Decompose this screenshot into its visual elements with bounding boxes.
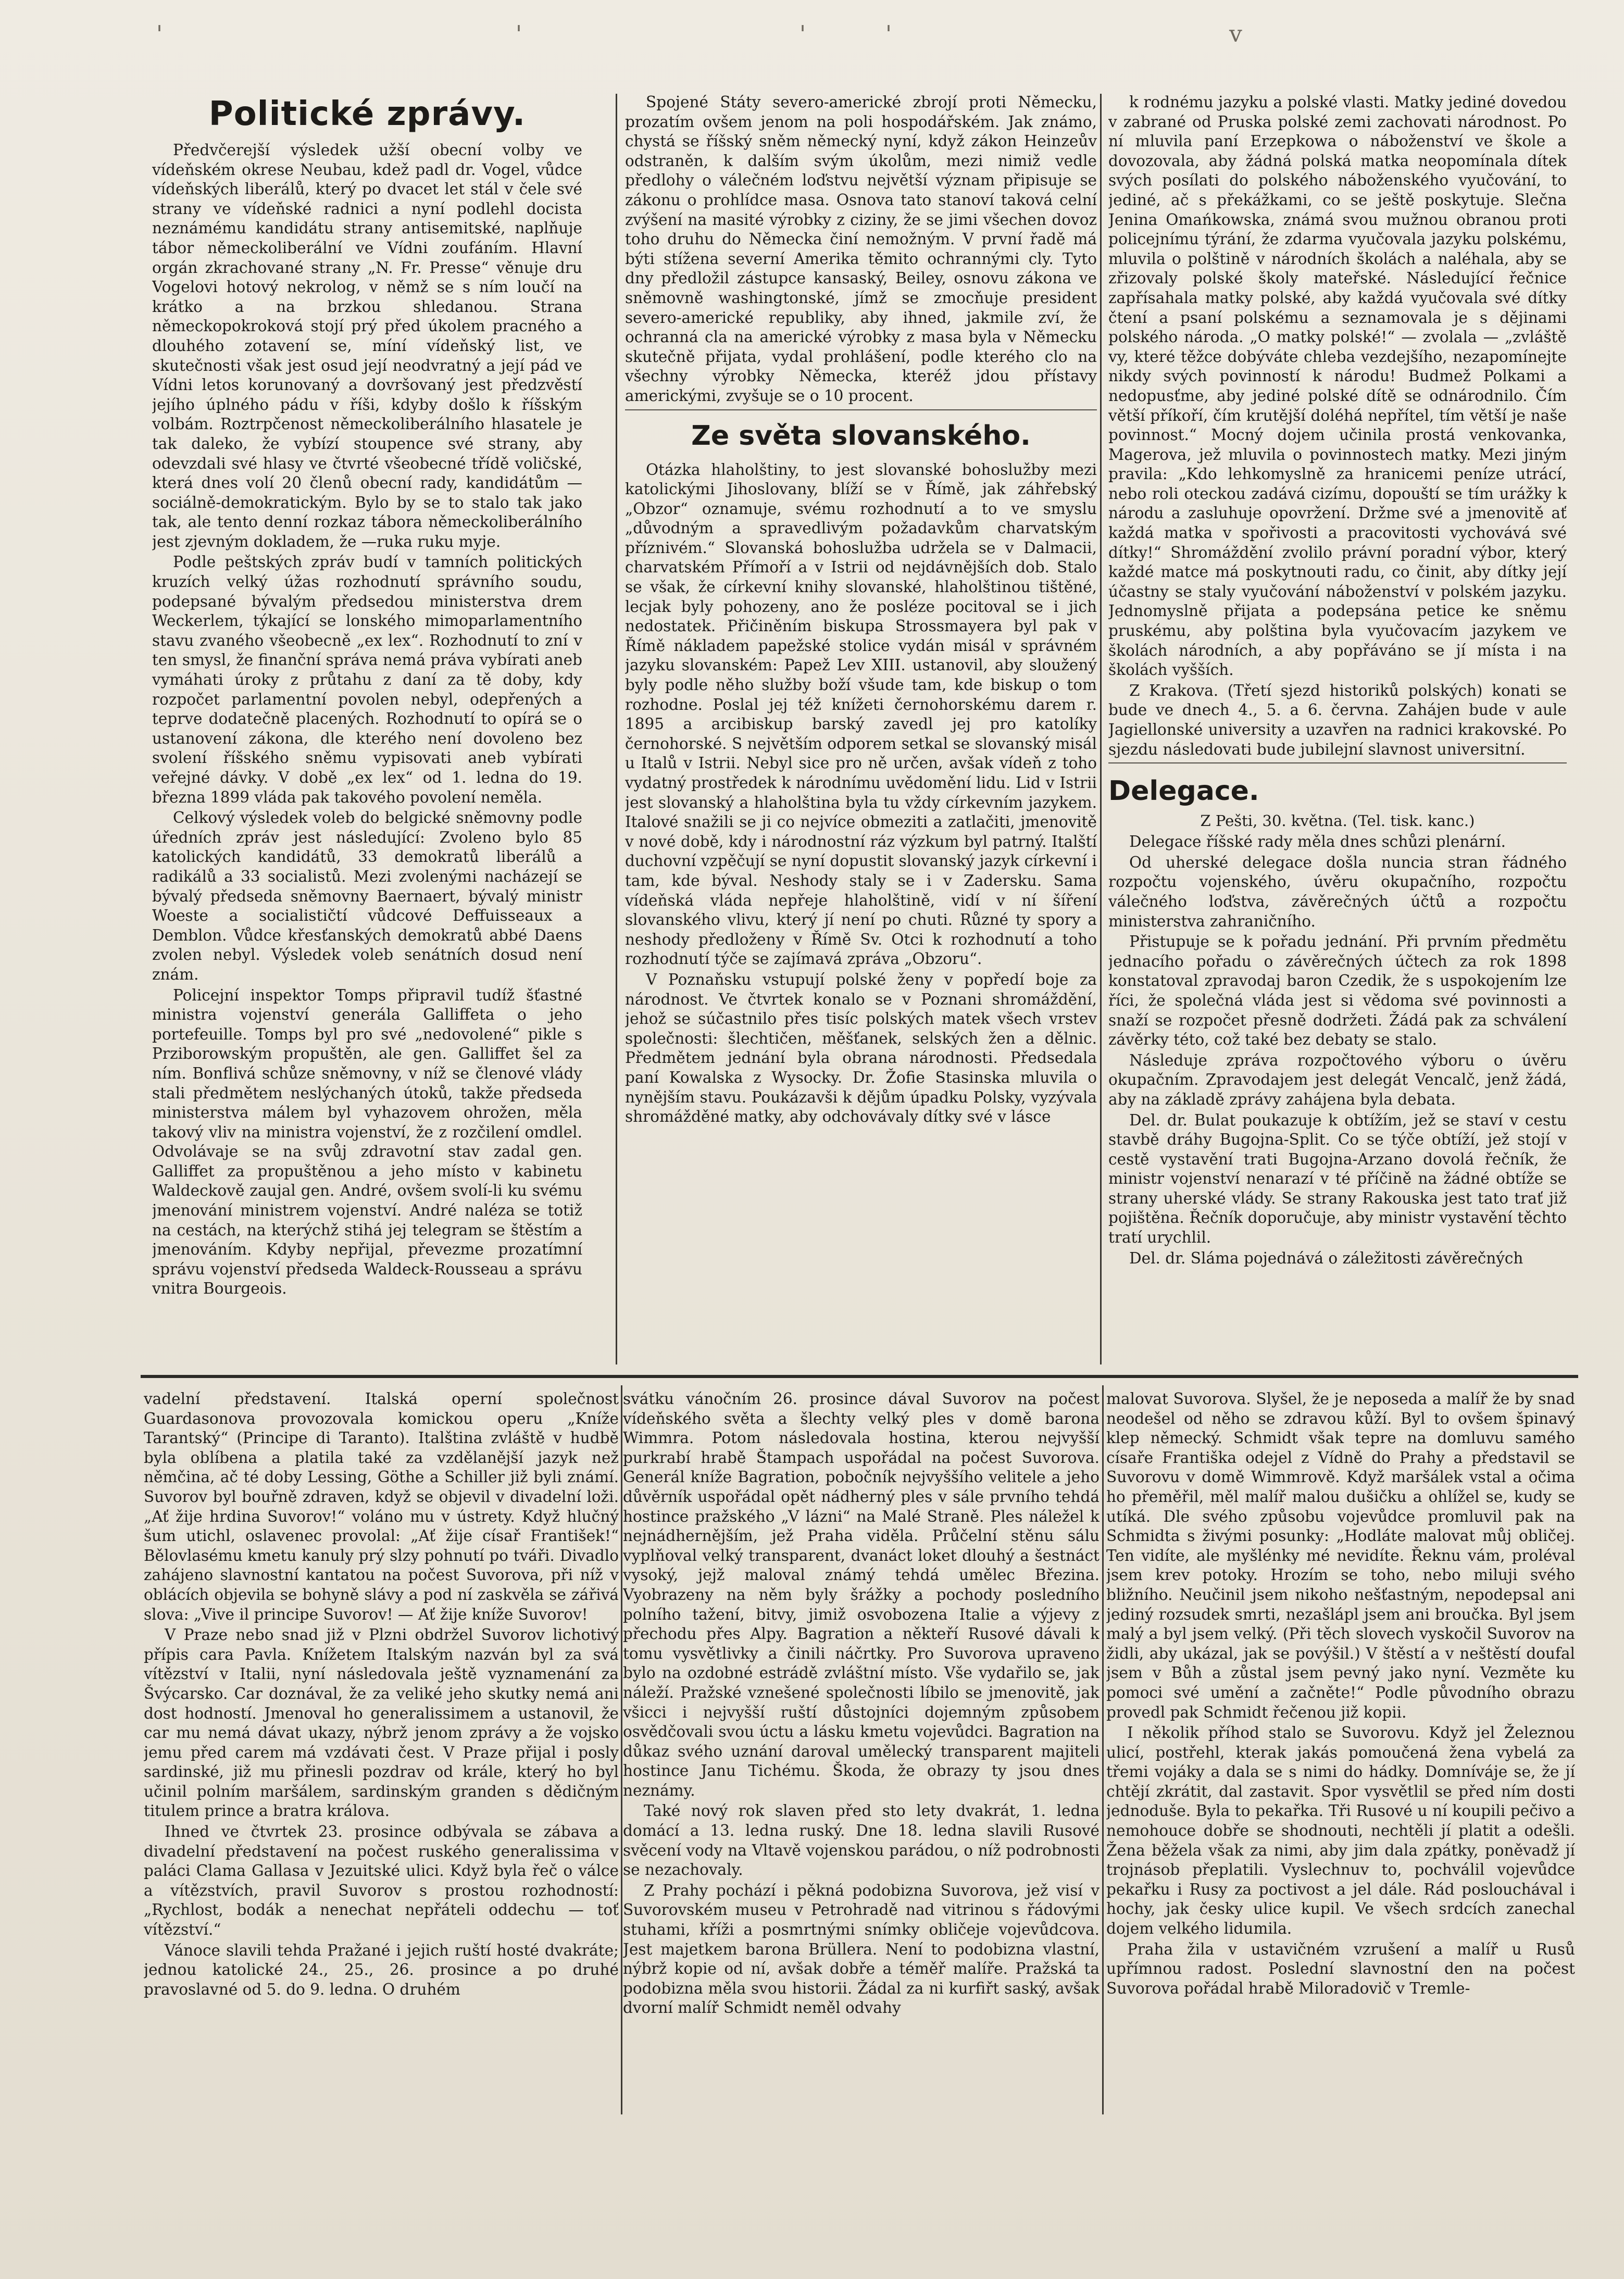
article-paragraph: Přistupuje se k pořadu jednání. Při prvním předmětu jednacího pořadu o závěrečných účtech za rok 1898 konstatoval zpravodaj baron Czedik, že s uspokojením lze říci, že společná vláda jest si vědoma své povinnosti a snaží se rozpočet přesně dodržeti. Žádá pak za schválení závěrky této, což také bez debaty se stalo. [1108, 933, 1567, 1049]
section-heading: Politické zprávy. [208, 95, 526, 133]
article-paragraph: k rodnému jazyku a polské vlasti. Matky jediné dovedou v zabrané od Pruska polské zemi zachovati národnost. Po ní mluvila paní Erzepkowa o náboženství ve škole a dovozovala, aby žádná polská matka neopomínala dítek svých posílati do polského náboženského vyučování, to jediné, ač s překážkami, co se ještě poskytuje. Slečna Jenina Omańkowska, známá svou mužnou obranou proti policejnímu týrání, že zdarma vyučovala jazyku polskému, mluvila o polštině v národních školách a naléhala, aby se zřizovaly polské školy mateřské. Následující řečnice zapřísahala matky polské, aby každá vyučovala své dítky čtení a psaní polskému a seznamovala je s dějinami polského národa. „O matky polské!“ — zvolala — „zvláště vy, které těžce dobýváte chleba vezdejšího, nezapomínejte nikdy svých povinností k národu! Budmež Polkami a nedopusťme, aby jediné polské dítě se odnárodnilo. Čím větší příkoří, čím krutější doléhá nepřítel, tím větší je naše povinnost.“ Mocný dojem učinila prostá venkovanka, Magerova, jež mluvila o povinnostech matky. Mezi jiným pravila: „Kdo lehkomyslně za hranicemi peníze utrácí, nebo roli oteckou zadává cizímu, dopouští se tím urážky k národu a zasluhuje opovržení. Držme své a jmenovitě ať každá matka v spořivosti a pracovitosti vychovává své dítky!“ Shromáždění zvolilo právní poradní výbor, který každé matce má poskytnouti radu, co činit, aby dítky její účastny se staly vyučování náboženství v polském jazyku. Jednomyslně přijata a podepsána petice ke sněmu pruskému, aby polština byla vyučovacím jazykem ve školách národních, a aby popřáváno se jí místa i na školách vyšších. [1108, 93, 1567, 679]
section-heading: Delegace. [1108, 775, 1259, 807]
article-divider [1108, 762, 1567, 763]
feuilleton-column-2 [623, 1389, 1100, 2113]
article-paragraph: Delegace říšské rady měla dnes schůzi plenární. [1129, 833, 1506, 851]
article-paragraph: Od uherské delegace došla nuncia stran řádného rozpočtu vojenského, úvěru okupačního, rozpočtu válečného loďstva, závěrečných účtů a rozpočtu ministerstva zahraničního. [1108, 853, 1567, 930]
feuilleton-paragraph: Vánoce slavili tehda Pražané i jejich ruští hosté dvakráte; jednou katolické 24., 25., 26. prosince a po druhé pravoslavné od 5. do 9. ledna. O druhém [144, 1941, 619, 1998]
article-paragraph: Celkový výsledek voleb do belgické sněmovny podle úředních zpráv jest následující: Zvoleno bylo 85 katolických kandidátů, 33 demokratů liberálů a radikálů a 33 socialistů. Mezi zvolenými nacházejí se bývalý předseda sněmovny Baernaert, bývalý ministr Woeste a socialističtí vůdcové Deffuisseaux a Demblon. Vůdce křesťanských demokratů abbé Daens zvolen nebyl. Výsledek voleb senátních dosud není znám. [152, 809, 582, 983]
section-divider [141, 1375, 1578, 1378]
top-margin-marks [0, 21, 1624, 52]
article-paragraph: Del. dr. Sláma pojednává o záležitosti závěrečných [1129, 1249, 1523, 1267]
article-divider [625, 409, 1097, 410]
feuilleton-paragraph: vadelní představení. Italská operní společnost Guardasonova provozovala komickou operu „Kníže Tarantský“ (Principe di Taranto). Italština zvláště v hudbě byla oblíbena a platila také za vzdělanější jazyk než němčina, ač té doby Lessing, Göthe a Schiller již byli známí. Suvorov byl bouřně zdraven, když se objevil v divadelní loži. „Ať žije hrdina Suvorov!“ voláno mu v ústrety. Když hlučný šum utichl, oslavenec provolal: „Ať žije císař František!“ Bělovlasému kmetu kanuly prý slzy pohnutí po tváři. Divadlo zahájeno slavnostní kantatou na počest Suvorova, při níž v oblácích objevila se bohyně slávy a pod ní zaskvěla se zářivá slova: „Vive il principe Suvorov! — Ať žije kníže Suvorov! [144, 1390, 619, 1623]
feuilleton-paragraph: Také nový rok slaven před sto lety dvakrát, 1. ledna domácí a 13. ledna ruský. Dne 18. ledna slavili Rusové svěcení vody na Vltavě vojenskou parádou, o níž podrobnosti se nezachovaly. [623, 1802, 1100, 1879]
article-paragraph: Podle peštských zpráv budí v tamních politických kruzích velký úžas rozhodnutí správního soudu, podepsané bývalým předsedou ministerstva drem Weckerlem, týkající se lonského mimoparlamentního stavu zvaného všeobecně „ex lex“. Rozhodnutí to zní v ten smysl, že finanční správa nemá práva vybírati aneb vymáhati úroky z průtahu z daní za tě doby, kdy rozpočet parlamentní povolen nebyl, odepřených a teprve dodatečně placených. Rozhodnutí to opírá se o ustanovení zákona, dle kterého není dovoleno bez svolení říšského sněmu vypisovati aneb vybírati veřejné dávky. V době „ex lex“ od 1. ledna do 19. března 1899 vláda pak takového povolení neměla. [152, 553, 582, 806]
feuilleton-paragraph: svátku vánočním 26. prosince dával Suvorov na počest vídeňského světa a šlechty velký ples v domě barona Wimmra. Potom následovala hostina, kterou nejvyšší purkrabí hrabě Štampach uspořádal na počest Suvorova. Generál kníže Bagration, pobočník nejvyššího velitele a jeho důvěrník uspořádal opět nádherný ples v sále prvního tehdá hostince pražského „V lázni“ na Malé Straně. Ples náležel k nejnádhernějším, jež Praha viděla. Průčelní stěnu sálu vyplňoval velký transparent, dvanáct loket dlouhý a šestnáct vysoký, jejž maloval známý tehdá umělec Březina. Vyobrazeny na něm byly šrážky a pochody posledního polního tažení, bitvy, jimiž osvobozena Italie a výjevy z přechodu přes Alpy. Bagration a někteří Rusové dávali k tomu vysvětlivky a činili náčrtky. Pro Suvorova upraveno bylo na ozdobné estrádě zvláštní místo. Vše vydařilo se, jak náleží. Pražské vznešené společnosti líbilo se jmenovitě, jak všicci i nejvyšší ruští důstojníci dojemným způsobem osvědčovali svou úctu a lásku kmetu vojevůdci. Bagration na důkaz svého uznání daroval umělecký transparent majiteli hostince Janu Tichému. Škoda, že obrazy ty jsou dnes neznámy. [623, 1390, 1100, 1799]
feuilleton-paragraph: malovat Suvorova. Slyšel, že je neposeda a malíř že by snad neodešel od něho se zdravou kůží. Byl to ovšem špinavý klep německý. Schmidt však tepre na domluvu samého císaře Františka odejel z Vídně do Prahy a představil se Suvorovu v domě Wimmrově. Když maršálek vstal a očima ho přeměřil, měl malíř malou dušičku a ohlížel se, kudy se utíká. Dle svého způsobu vojevůdce promluvil pak na Schmidta s živými posunky: „Hodláte malovat můj obličej. Ten vidíte, ale myšlénky mé nevidíte. Řeknu vám, proléval jsem krev potoky. Hrozím se toho, nebo miluji svého bližního. Neučinil jsem nikoho nešťastným, nepodepsal ani jediný rozsudek smrti, nezašlápl jsem ani broučka. Byl jsem malý a byl jsem velký. (Při těch slovech vyskočil Suvorov na židli, aby ukázal, jak se povýšil.) V štěstí a v neštěstí doufal jsem v Bůh a zůstal jsem pevný jako nyní. Vezměte ku pomoci své umění a začněte!“ Podle původního obrazu provedl pak Schmidt řečenou již kopii. [1106, 1390, 1575, 1721]
column-rule [1102, 1385, 1104, 2114]
article-paragraph: Následuje zpráva rozpočtového výboru o úvěru okupačním. Zpravodajem jest delegát Vencalč, jenž žádá, aby na základě zprávy zahájena byla debata. [1108, 1051, 1567, 1108]
dateline: Z Pešti, 30. května. (Tel. tisk. kanc.) [1200, 812, 1475, 830]
margin-mark: ' [156, 21, 163, 47]
article-paragraph: Policejní inspektor Tomps připravil tudíž šťastné ministra vojenství generála Galliffeta o jeho portefeuille. Tomps byl pro své „nedovolené“ pikle s Prziborowským propuštěn, ale gen. Galliffet šel za ním. Bonflivá schůze sněmovny, v níž se členové vlády stali předmětem neslýchaných útoků, takže předseda ministerstva málem byl vyhazovem ohrožen, měla takový vliv na ministra vojenství, že z rozčilení omdlel. Odvolávaje se na svůj zdravotní stav zadal gen. Galliffet za propuštěnou a jeho místo v kabinetu Waldeckově zaujal gen. André, ovšem svolí-li ku svému jmenování ministrem vojenství. André naléza se totiž na cestách, na kterýchž stihá jej telegram se štěstím a jmenováním. Kdyby nepřijal, převezme prozatímní správu vojenství předseda Waldeck-Rousseau a správu vnitra Bourgeois. [152, 986, 582, 1298]
article-paragraph: Otázka hlaholštiny, to jest slovanské bohoslužby mezi katolickými Jihoslovany, blíží se v Římě, jak záhřebský „Obzor“ oznamuje, svému rozhodnutí a to ve smyslu „důvodným a spravedlivým požadavkům charvatským příznivém.“ Slovanská bohoslužba udržela se v Dalmacii, charvatském Přímoří a v Istrii od nejdávnějších dob. Stalo se však, že církevní knihy slovanské, hlaholštinou tištěné, lecjak byly pohozeny, ano že posléze pocitoval se i jich nedostatek. Přičiněním biskupa Strossmayera byl pak v Římě nákladem papežské stolice vydán misál v správném jazyku slovanském: Papež Lev XIII. ustanovil, aby sloužený byly podle něho služby boží všude tam, kde biskup o tom rozhodne. Poslal jej též knížeti černohorskému darem r. 1895 a arcibiskup barský zavedl jej pro katolíky černohorské. S největším odporem setkal se slovanský misál u Italů v Istrii. Nebyl sice pro ně určen, avšak vídeň z toho vydatný prostředek k národnímu uvědomění lidu. Lid v Istrii jest slovanský a hlaholština byla tu vždy církevním jazykem. Italové snažili se ji co nejvíce obmeziti a zatlačiti, jmenovitě v nové době, kdy i národnostní ráz výzkum byl patrný. Italští duchovní vzpěčují se nyní dopustit slovanský jazyk církevní i tam, kde býval. Neshody staly se i v Zadersku. Sama vídeňská vláda nepřeje hlaholštině, vidí v ní šíření slovanského vlivu, který jí není po chuti. Různé ty spory a neshody předloženy v Římě Sv. Otci k rozhodnutí a toho rozhodnutí týče se zajímavá zpráva „Obzoru“. [625, 460, 1097, 968]
article-paragraph: Spojené Státy severo-americké zbrojí proti Německu, prozatím ovšem jenom na poli hospodářském. Jak známo, chystá se říšský sněm německý nyní, když zákon Heinzeův odstraněn, k dalším svým úkolům, mezi nimiž vedle předlohy o válečném loďstvu největší význam připisuje se zákonu o prohlídce masa. Osnova tato stanoví taková celní zvýšení na masité výrobky z ciziny, že se jimi všechen dovoz toho druhu do Německa činí nemožným. V první řadě má býti stížena severní Amerika těmito ochrannými cly. Tyto dny předložil zástupce kansaský, Beiley, osnovu zákona ve sněmovně washingtonské, jímž se zmocňuje president severo-americké republiky, aby ihned, jakmile zví, že ochranná cla na americké výrobky z masa byla v Německu skutečně přijata, vydal prohlášení, podle kterého clo na všechny výrobky Německa, kteréž jdou přístavy americkými, zvyšuje se o 10 procent. [625, 93, 1097, 405]
article-paragraph: V Poznaňsku vstupují polské ženy v popředí boje za národnost. Ve čtvrtek konalo se v Poznani shromáždění, jehož se súčastnilo přes tisíc polských matek všech vrstev společnosti: šlechtičen, měšťanek, selských žen a dělnic. Předmětem jednání byla obrana národnosti. Předsedala paní Kowalska z Wysocky. Dr. Žofie Stasinska mluvila o nynějším stavu. Poukázavši k dějům úpadku Polsky, vyzývala shromážděné matky, aby odchovávaly dítky své v lásce [625, 970, 1097, 1126]
feuilleton-column-3 [1106, 1389, 1575, 2113]
margin-mark: v [1229, 21, 1242, 47]
section-heading: Ze světa slovanského. [691, 420, 1031, 452]
article-paragraph: Del. dr. Bulat poukazuje k obtížím, jež se staví v cestu stavbě dráhy Bugojna-Split. Co se týče obtíží, jež stojí v cestě vystavění trati Bugojna-Arzano dovolá řečník, že ministr vojenství nenarazí v té příčině na žádné obtíže se strany uherské vlády. Se strany Rakouska jest tato trať již pojištěna. Řečník doporučuje, aby ministr vystavění těchto tratí urychlil. [1108, 1111, 1567, 1247]
article-paragraph: Předvčerejší výsledek užší obecní volby ve vídeňském okrese Neubau, kdež padl dr. Vogel, vůdce vídeňských liberálů, který po dvacet let stál v čele své strany ve vídeňské radnici a nyní podlehl docista neznámému kandidátu strany antisemitské, naplňuje tábor německoliberální ve Vídni zoufáním. Hlavní orgán zkrachované strany „N. Fr. Presse“ věnuje dru Vogelovi hotový nekrolog, v němž se s ním loučí na krátko a na brzkou shledanou. Strana německopokroková stojí prý před úkolem pracného a dlouhého zotavení se, míní vídeňský list, ve skutečnosti však jest osud její neodvratný a její pád ve Vídni letos korunovaný a dovršovaný jest předzvěstí jejího úplného pádu v říši, kdyby došlo k říšským volbám. Roztrpčenost německoliberálního hlasatele je tak daleko, že vybízí stoupence své strany, aby odevzdali své hlasy ve čtvrté všeobecné třídě voličské, která dnes volí 20 členů obecní rady, kandidátům — sociálně-demokratickým. Bylo by se to stalo tak jako tak, ale tento denní rozkaz tábora německoliberálního jest zjevným dokladem, že —ruka ruku myje. [152, 141, 582, 550]
feuilleton-paragraph: V Praze nebo snad již v Plzni obdržel Suvorov lichotivý přípis cara Pavla. Knížetem Italským nazván byl za svá vítězství v Italii, nyní následovala ještě vyznamenání za Švýcarsko. Car doznával, že za veliké jeho skutky nemá ani dost hodností. Jmenoval ho generalissimem a ustanovil, že car mu nemá dávat ukazy, nýbrž jenom zprávy a že vojsko jemu před carem má vzdávati čest. V Praze přijal i posly sardinské, již mu přinesli pozdrav od krále, který ho byl učinil polním maršálem, sardinským granden s dědičným titulem prince a bratra králova. [144, 1626, 619, 1820]
feuilleton-column-1 [144, 1389, 619, 2113]
column-right [1108, 93, 1567, 1363]
feuilleton-paragraph: Z Prahy pochází i pěkná podobizna Suvorova, jež visí v Suvorovském museu v Petrohradě nad vitrinou s řádovými stuhami, kříži a posmrtnými snímky obličeje vojevůdcova. Jest majetkem barona Brüllera. Není to podobizna vlastní, nýbrž kopie od ní, avšak dobře a téměř malíře. Pražská ta podobizna měla svou historii. Žádal za ni kurfiřt saský, avšak dvorní malíř Schmidt neměl odvahy [623, 1881, 1100, 2017]
margin-mark: ' [799, 21, 806, 47]
column-middle [625, 93, 1097, 1363]
margin-mark: ' [516, 21, 522, 47]
feuilleton-paragraph: Praha žila v ustavičném vzrušení a malíř u Rusů upřímnou radost. Poslední slavnostní den na počest Suvorova pořádal hrabě Miloradovič v Tremle- [1106, 1940, 1575, 1997]
feuilleton-paragraph: Ihned ve čtvrtek 23. prosince odbývala se zábava a divadelní představení na počest ruského generalissima v paláci Clama Gallasa v Jezuitské ulici. Když byla řeč o válce a vítězstvích, pravil Suvorov s prostou rozhodností: „Rychlost, bodák a nenechat nepřáteli oddechu — toť vítězství.“ [144, 1823, 619, 1939]
column-political-news [152, 94, 582, 1364]
margin-mark: ' [885, 21, 892, 47]
column-rule [621, 1385, 622, 2114]
column-rule [616, 94, 617, 1364]
column-rule [1100, 94, 1102, 1364]
article-paragraph: Z Krakova. (Třetí sjezd historiků polských) konati se bude ve dnech 4., 5. a 6. června. Zahájen bude v aule Jagiellonské university a uzavřen na radnici krakovské. Po sjezdu následovati bude jubilejní slavnost universitní. [1108, 681, 1567, 758]
feuilleton-paragraph: I několik příhod stalo se Suvorovu. Když jel Železnou ulicí, postřehl, kterak jakás pomoučená žena vybelá za třemi vojáky a dala se s nimi do hádky. Domníváje se, že jí chtějí zkrátit, dal zastavit. Spor vysvětlil se před ním dosti jednoduše. Byla to pekařka. Tři Rusové u ní koupili pečivo a nemohouce dobře se shodnouti, nechtěli jí platit a odešli. Žena běžela však za nimi, aby jim dala zpátky, poněvadž jí trojnásob přeplatili. Vyslechnuv to, pochválil vojevůdce pekařku i Rusy za poctivost a jel dále. Rád poslouchával i hochy, jak česky ulice kupil. Ve všech srdcích zanechal dojem velkého lidumila. [1106, 1724, 1575, 1938]
